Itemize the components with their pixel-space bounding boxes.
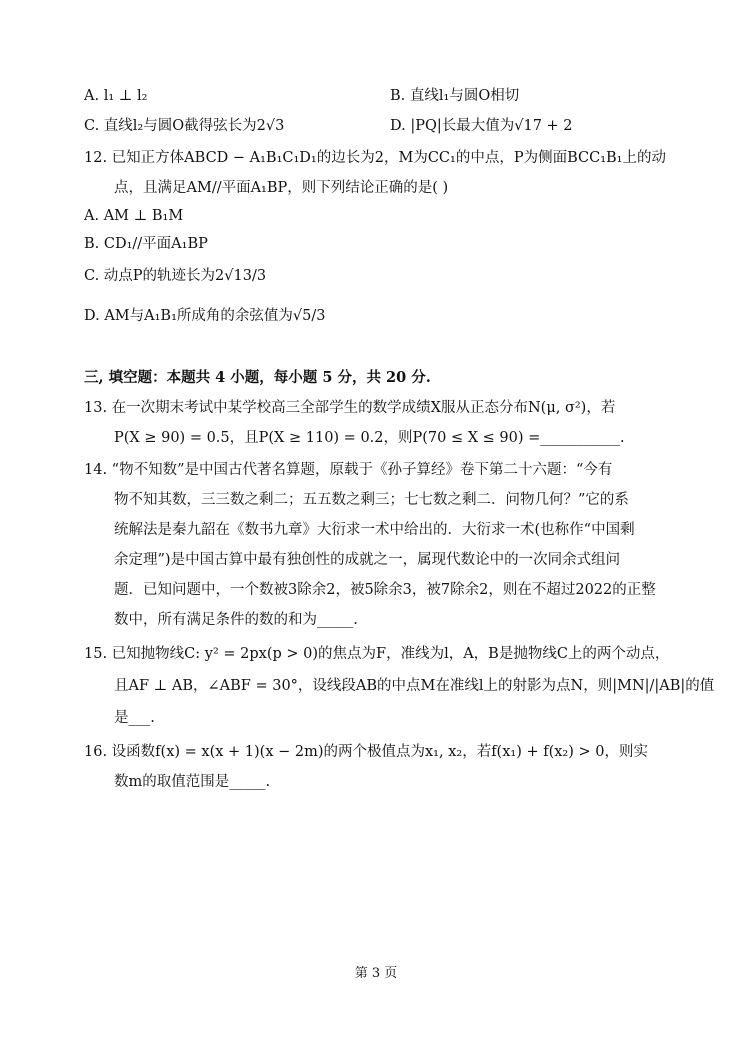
q14-line3: 统解法是秦九韶在《数书九章》大衍求一术中给出的．大衍求一术(也称作“中国剩 [114, 522, 635, 538]
q12-option-d: D. AM与A₁B₁所成角的余弦值为√5/3 [84, 308, 326, 324]
q11-option-b: B. 直线l₁与圆O相切 [390, 88, 520, 104]
page-number: 第 3 页 [354, 966, 398, 981]
q13-line2: P(X ≥ 90) = 0.5，且P(X ≥ 110) = 0.2，则P(70 ≤ X ≤ 90) =___________. [114, 430, 625, 446]
q12-option-c: C. 动点P的轨迹长为2√13/3 [84, 268, 267, 284]
q14-line5: 题．已知问题中，一个数被3除余2，被5除余3，被7除余2，则在不超过2022的正整 [114, 582, 656, 598]
section-3-heading: 三, 填空题：本题共 4 小题，每小题 5 分，共 20 分. [84, 369, 431, 386]
q15-line3: 是___. [114, 710, 155, 726]
q12-option-a: A. AM ⊥ B₁M [84, 208, 184, 224]
q15-line1: 15. 已知抛物线C: y² = 2px(p > 0)的焦点为F，准线为l，A，B是抛物线C上的两个动点， [84, 646, 670, 662]
q11-option-c: C. 直线l₂与圆O截得弦长为2√3 [84, 118, 285, 134]
q14-line6: 数中，所有满足条件的数的和为_____. [114, 612, 358, 628]
q14-line1: 14. “物不知数”是中国古代著名算题，原载于《孙子算经》卷下第二十六题：“今有 [84, 462, 613, 478]
q12-stem-line2: 点，且满足AM//平面A₁BP，则下列结论正确的是( ) [114, 180, 449, 196]
q15-line2: 且AF ⊥ AB，∠ABF = 30°，设线段AB的中点M在准线l上的射影为点N，则|MN|/|AB|的值 [114, 678, 715, 694]
q12-option-b: B. CD₁//平面A₁BP [84, 236, 208, 252]
q16-line1: 16. 设函数f(x) = x(x + 1)(x − 2m)的两个极值点为x₁, x₂，若f(x₁) + f(x₂) > 0，则实 [84, 744, 648, 760]
q14-line4: 余定理”)是中国古算中最有独创性的成就之一，属现代数论中的一次同余式组问 [114, 552, 621, 568]
q11-option-a: A. l₁ ⊥ l₂ [84, 88, 148, 104]
q11-option-d: D. |PQ|长最大值为√17 + 2 [390, 118, 573, 134]
q14-line2: 物不知其数，三三数之剩二；五五数之剩三；七七数之剩二．问物几何？”它的系 [114, 492, 629, 508]
q13-line1: 13. 在一次期末考试中某学校高三全部学生的数学成绩X服从正态分布N(μ, σ²)，若 [84, 400, 616, 416]
q12-stem-line1: 12. 已知正方体ABCD − A₁B₁C₁D₁的边长为2，M为CC₁的中点，P为侧面BCC₁B₁上的动 [84, 150, 666, 166]
q16-line2: 数m的取值范围是_____. [114, 774, 271, 790]
